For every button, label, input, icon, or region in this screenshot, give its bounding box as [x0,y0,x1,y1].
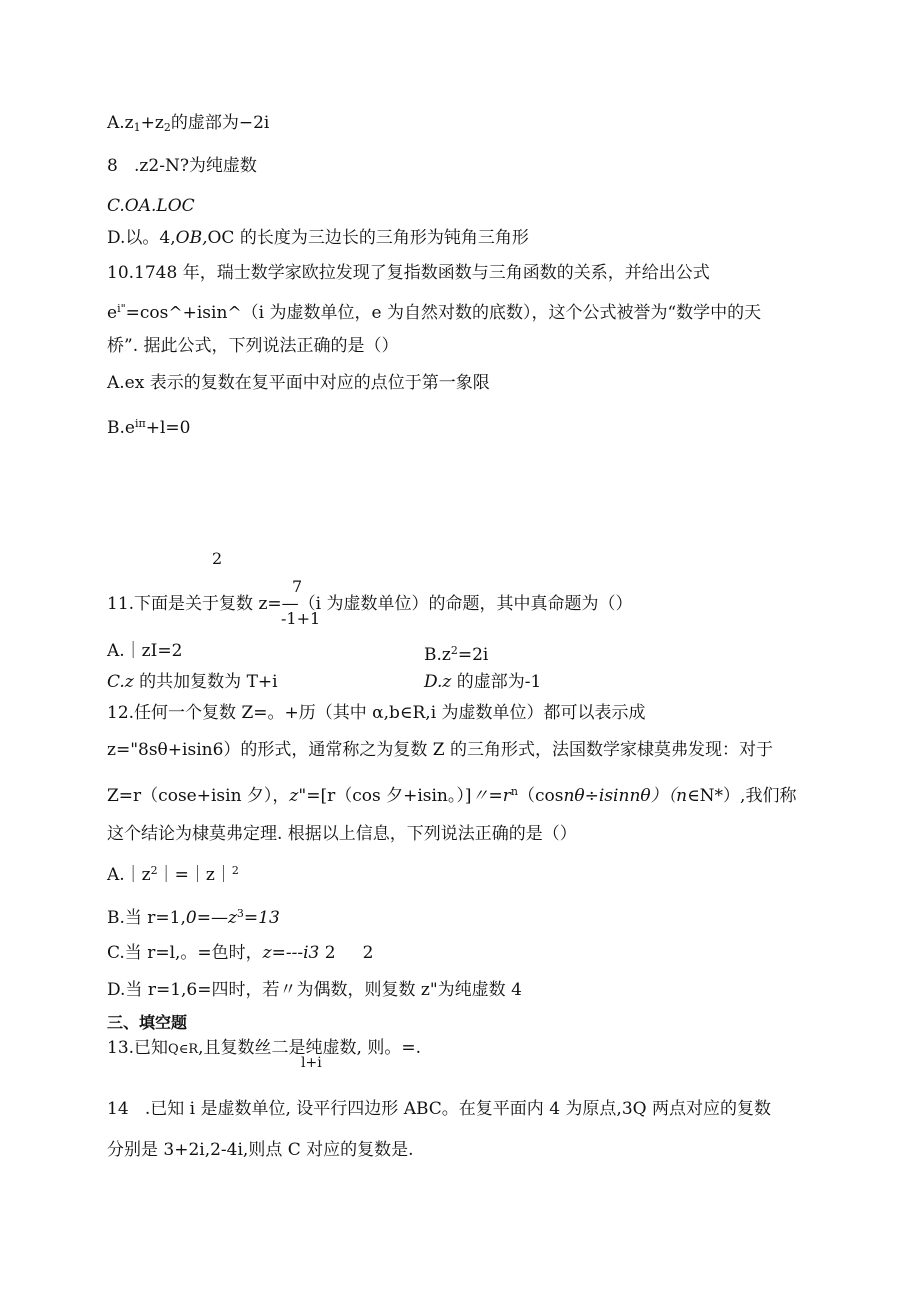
q9-option-c: C.OA.LOC [107,196,195,216]
q12a-a: A.｜z [107,865,151,885]
q12-line1: 12.任何一个复数 Z=。+历（其中 α,b∈R,i 为虚数单位）都可以表示成 [107,703,646,723]
q12b-sup: 3 [236,907,244,920]
q10-line1: 10.1748 年，瑞士数学家欧拉发现了复指数函数与三角函数的关系，并给出公式 [107,263,710,283]
q12-option-b [107,903,280,929]
q14-line2: 分别是 3+2i,2-4i,则点 C 对应的复数是. [107,1140,414,1160]
q11-option-d [424,671,541,693]
q12c-c: 2 2 [319,943,374,963]
q9-option-a [107,112,269,139]
q9-option-b: 8 .z2-N?为纯虚数 [107,156,257,176]
q9a-text: A.z [107,113,134,133]
q10-line3: 桥”. 据此公式，下列说法正确的是（） [107,336,399,356]
q12l3-sup: n [510,785,518,798]
q14-line1: 14 .已知 i 是虚数单位, 设平行四边形 ABC。在复平面内 4 为原点,3Q 两点对应的复数 [107,1099,771,1119]
q12-line4: 这个结论为棣莫弗定理. 根据以上信息，下列说法正确的是（） [107,824,577,844]
q12l3-c: =[r（cos 夕+isin。）] [306,786,472,806]
q11-option-c [107,671,278,693]
q11-option-b [424,640,488,666]
q13-main [107,1037,421,1061]
q13-b: Q∈R [168,1042,199,1057]
q10-e: e [107,303,118,323]
q11b-a: B.z [424,645,451,665]
q12c-b: z=---i3 [262,943,320,963]
q12-line2: z="8sθ+isin6）的形式，通常称之为复数 Z 的三角形式，法国数学家棣莫弗发现：对于 [107,740,774,760]
q11-main: 11.下面是关于复数 z=—（i 为虚数单位）的命题，其中真命题为（） [107,594,633,614]
q11c-b: 的共加复数为 T+i [133,672,278,692]
q9a-sub1: 1 [133,121,141,134]
q11-option-a: A.｜zI=2 [107,641,183,661]
q12l3-f: nθ÷isinnθ）（n [563,786,688,806]
q10-line2 [107,298,761,324]
q12l3-g: ∈N*）,我们称 [687,786,797,806]
q12-option-c [107,942,373,964]
section-fill-blank-heading: 三、填空题 [107,1013,188,1032]
q13-den: l+i [301,1055,322,1071]
q10b-b: +l=0 [145,418,191,438]
q11-den: -1+1 [281,609,321,628]
q9-option-d [107,227,529,249]
q11-num-top: 2 [212,549,223,568]
q10b-sup: iπ [134,417,146,430]
q13-a: 13.已知 [107,1038,169,1058]
q10-line2-rest: =cos^+isin^（i 为虚数单位，e 为自然对数的底数），这个公式被誉为“数学中的天 [125,303,762,323]
q12b-b: 0=— [185,908,228,928]
q12b-d: =13 [243,908,280,928]
q10-option-a: A.ex 表示的复数在复平面中对应的点位于第一象限 [107,373,490,393]
q9a-sub2: 2 [163,121,171,134]
q9d-a: D.以。4, [107,228,176,248]
q10b-a: B.e [107,418,135,438]
q9d-b: OB, [175,228,208,248]
q12l3-a: Z=r（cose+isin 夕）， [107,786,290,806]
q12-line3 [107,781,796,807]
q10-e-sup: i" [117,302,126,315]
q12l3-d: 〃=r [471,786,511,806]
q12a-sup: 2 [150,864,158,877]
q9a-plus: +z [140,113,164,133]
q11d-a: D.z [424,672,452,692]
q12l3-e: （cos [517,786,564,806]
q12b-c: z [227,908,237,928]
q11b-b: =2i [457,645,489,665]
q12-option-a [107,860,239,886]
q9d-c: OC 的长度为三边长的三角形为钝角三角形 [207,228,529,248]
q13-c: ,且复数丝二是纯虚数, 则。=. [198,1038,421,1058]
q12l3-b: z" [289,786,307,806]
q12c-a: C.当 r=l,。=色时， [107,943,263,963]
q11d-b: 的虚部为-1 [451,672,542,692]
q12a-sup2: 2 [231,864,239,877]
q10-option-b [107,413,190,439]
q12-option-d: D.当 r=1,6=四时，若〃为偶数，则复数 z"为纯虚数 4 [107,980,522,1000]
q9a-rest: 的虚部为−2i [170,113,270,133]
q11b-sup: 2 [450,644,458,657]
q11c-a: C.z [107,672,134,692]
q12a-b: ｜=｜z｜ [157,865,232,885]
q12b-a: B.当 r=1, [107,908,186,928]
q11-num-7: 7 [292,577,303,596]
